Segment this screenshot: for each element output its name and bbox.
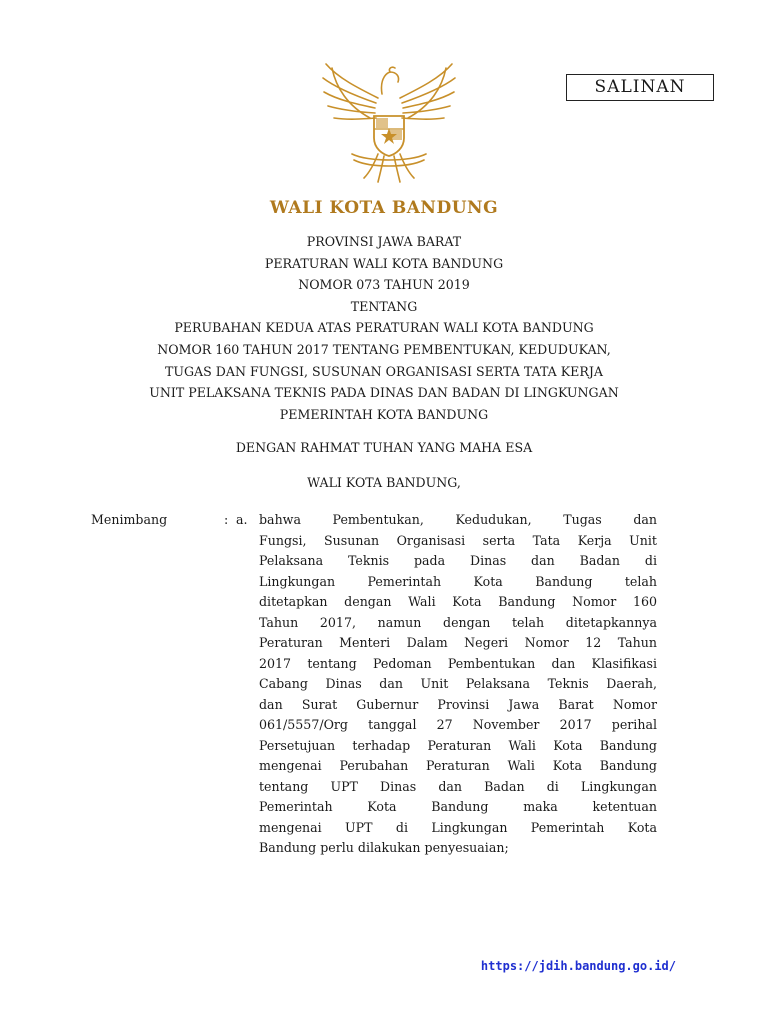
paragraph-line: mengenai Perubahan Peraturan Wali Kota Bandung <box>259 758 657 773</box>
paragraph-line: tentang UPT Dinas dan Badan di Lingkungan <box>259 778 657 794</box>
paragraph-line: ditetapkan dengan Wali Kota Bandung Nomor 160 <box>259 594 657 609</box>
paragraph-line: 2017 tentang Pedoman Pembentukan dan Klasifikasi <box>259 655 657 671</box>
paragraph-line: dan Surat Gubernur Provinsi Jawa Barat Nomor <box>259 696 657 712</box>
paragraph-line: Pemerintah Kota Bandung maka ketentuan <box>259 799 657 814</box>
paragraph-line: Fungsi, Susunan Organisasi serta Tata Kerja Unit <box>259 532 657 548</box>
heading-line: UNIT PELAKSANA TEKNIS PADA DINAS DAN BADAN DI LINGKUNGAN <box>149 385 619 401</box>
document-authority-title: WALI KOTA BANDUNG <box>269 198 499 218</box>
considering-item-marker: a. <box>236 512 248 527</box>
paragraph-line: bahwa Pembentukan, Kedudukan, Tugas dan <box>259 512 657 527</box>
heading-line: PROVINSI JAWA BARAT <box>306 234 462 249</box>
considering-colon: : <box>224 512 229 527</box>
opening-phrase: DENGAN RAHMAT TUHAN YANG MAHA ESA <box>235 440 533 455</box>
heading-line: NOMOR 160 TAHUN 2017 TENTANG PEMBENTUKAN, KEDUDUKAN, <box>157 341 611 357</box>
jdih-link[interactable]: https://jdih.bandung.go.id/ <box>480 959 676 973</box>
heading-line: TUGAS DAN FUNGSI, SUSUNAN ORGANISASI SERTA TATA KERJA <box>164 363 603 379</box>
heading-line: PERATURAN WALI KOTA BANDUNG <box>264 255 504 271</box>
paragraph-line: Peraturan Menteri Dalam Negeri Nomor 12 Tahun <box>259 635 657 650</box>
signatory-line: WALI KOTA BANDUNG, <box>307 475 461 490</box>
garuda-emblem-icon <box>318 58 460 186</box>
heading-line: NOMOR 073 TAHUN 2019 <box>298 277 470 293</box>
heading-line: PEMERINTAH KOTA BANDUNG <box>279 406 489 422</box>
salinan-stamp: SALINAN <box>566 74 714 101</box>
paragraph-line: Persetujuan terhadap Peraturan Wali Kota Bandung <box>259 737 657 753</box>
heading-line: TENTANG <box>350 298 418 314</box>
regulation-heading <box>0 231 768 425</box>
considering-label: Menimbang <box>91 512 168 527</box>
heading-line: PERUBAHAN KEDUA ATAS PERATURAN WALI KOTA BANDUNG <box>174 320 594 336</box>
paragraph-line: 061/5557/Org tanggal 27 November 2017 perihal <box>259 717 657 732</box>
paragraph-line: Cabang Dinas dan Unit Pelaksana Teknis Daerah, <box>259 676 657 691</box>
paragraph-line: Pelaksana Teknis pada Dinas dan Badan di <box>259 553 657 568</box>
paragraph-line: mengenai UPT di Lingkungan Pemerintah Kota <box>259 819 657 835</box>
paragraph-line: Lingkungan Pemerintah Kota Bandung telah <box>259 573 657 589</box>
paragraph-line: Bandung perlu dilakukan penyesuaian; <box>259 840 509 855</box>
considering-paragraph <box>259 510 657 859</box>
paragraph-line: Tahun 2017, namun dengan telah ditetapkannya <box>259 614 657 630</box>
